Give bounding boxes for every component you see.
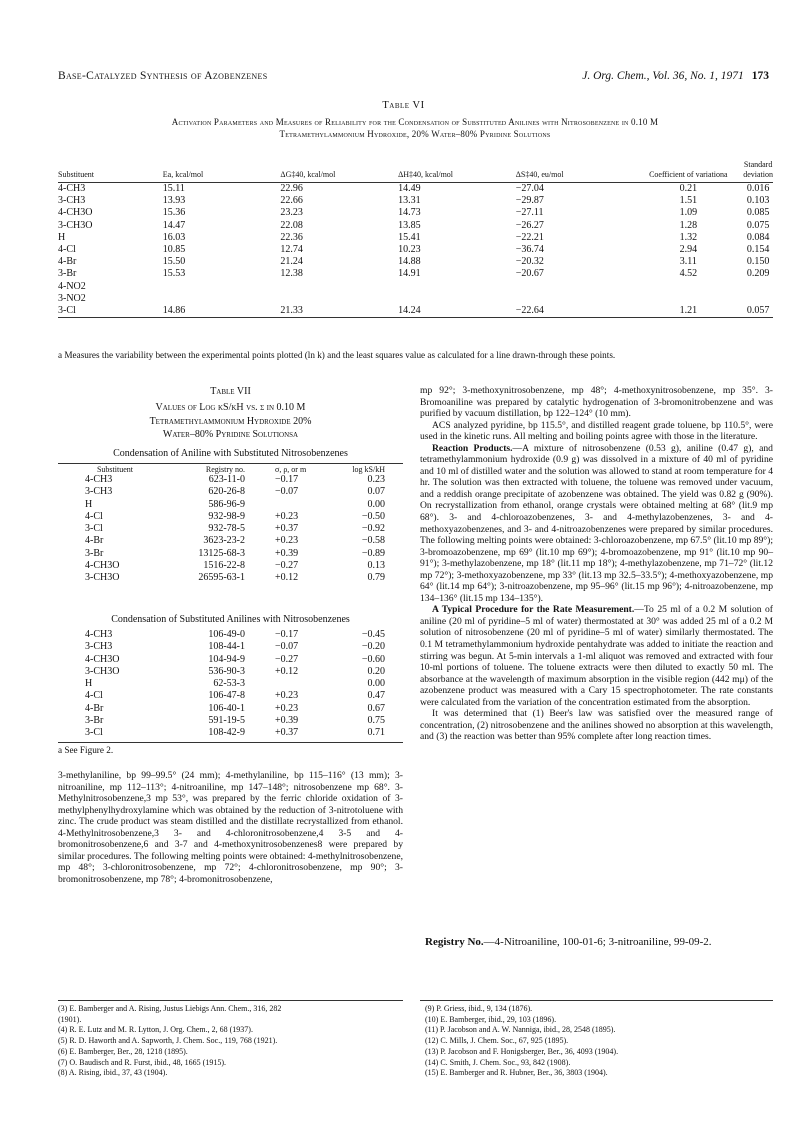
table6-cell: 0.084 <box>746 231 770 243</box>
table7-cell: +0.39 <box>275 547 299 559</box>
table-row <box>85 678 385 690</box>
table7-caption-line: Tetramethylammonium Hydroxide 20% <box>149 415 312 427</box>
table7-cell: −0.45 <box>361 629 385 640</box>
table-row <box>85 629 385 641</box>
table7-cell: 586-96-9 <box>208 498 245 510</box>
table7-header: Registry no. <box>205 465 245 474</box>
left-body-text: 3-methylaniline, bp 99–99.5° (24 mm); 4-methylaniline, bp 115–116° (13 mm); 3-nitroaniline, mp 112–113°; 4-nitroaniline, mp 147–148°; nitrosobenzene mp 68°. 3-Methylnitrosobenzene,3 mp 53°, was prepared by the ferric chloride oxidation of 3-methylphenylhydroxylamine which was obtained by the reduction of 3-nitrotoluene with zinc. The crude product was steam distilled and the distillate recrystallized from ethanol. 4-Methylnitrosobenzene,3 3- and 4-chloronitrosobenzene,4 3-5 and 4-bromonitrosobenzene,6 and 3-7 and 4-methoxynitrosobenzenes8 were prepared by similar procedures. The following melting points were obtained: 4-methylnitrosobenzene, mp 48°; 3-chloronitrosobenzene, mp 72°; 4-chloronitrosobenzene, mp 90°; 3-bromonitrosobenzene, mp 78°; 4-bromonitrosobenzene, <box>58 770 403 885</box>
table6-cell: 12.38 <box>280 268 303 280</box>
table7-cell <box>267 678 335 690</box>
table7-cell: H <box>85 678 93 690</box>
page-number: 173 <box>751 70 769 82</box>
table6-cell <box>516 281 634 293</box>
table6-cell: 14.86 <box>163 305 281 318</box>
table6-cell: 15.11 <box>162 183 185 194</box>
table7-cell: +0.23 <box>275 510 299 522</box>
paragraph-heading: Reaction Products. <box>432 442 513 454</box>
table6-cell: 3.11 <box>679 256 697 268</box>
table7-cell: 4-Cl <box>85 690 103 702</box>
table6-cell <box>163 281 281 293</box>
table6-cell <box>743 281 773 293</box>
table7-cell: 620-26-8 <box>208 486 245 498</box>
table6-cell: 15.50 <box>162 256 186 268</box>
table6-cell: 0.103 <box>746 195 770 207</box>
registry-text: —4-Nitroaniline, 100-01-6; 3-nitroaniline, 99-09-2. <box>483 936 712 948</box>
table6-cell: 23.23 <box>280 207 303 219</box>
table7-cell: 3-CH3 <box>85 641 113 653</box>
table6-cell: 14.73 <box>398 207 421 219</box>
table6-cell: −20.32 <box>515 256 544 268</box>
table7-cell: 0.00 <box>367 498 385 510</box>
table-row <box>85 690 385 702</box>
table-row <box>85 715 385 727</box>
table7-section1: Condensation of Aniline with Substituted Nitrosobenzenes <box>113 448 348 459</box>
table-row <box>85 654 385 666</box>
table6-cell: −22.64 <box>516 305 634 318</box>
table-row <box>85 511 385 523</box>
table6-cell: 0.075 <box>746 219 770 231</box>
table6-cell: 14.49 <box>398 183 421 194</box>
table6-cell: 10.23 <box>398 244 421 256</box>
table7-cell: 3-Cl <box>85 523 103 535</box>
table7-cell: 106-40-1 <box>208 702 245 714</box>
reference-entry: (10) E. Bamberger, ibid., 29, 103 (1896). <box>425 1014 557 1024</box>
paragraph-heading: A Typical Procedure for the Rate Measurement. <box>432 604 635 616</box>
table7-cell: 536-90-3 <box>208 665 245 677</box>
table6-cell: 14.91 <box>398 268 421 280</box>
table7-cell: −0.92 <box>361 523 385 535</box>
table-row <box>58 207 773 219</box>
table6-cell: 22.96 <box>280 183 303 194</box>
table7-caption-line: Water–80% Pyridine Solutionsa <box>162 429 299 440</box>
table6-cell: 3-CH3 <box>58 195 86 207</box>
table6-cell <box>398 281 516 293</box>
table-row <box>85 572 385 584</box>
table7-cell: −0.58 <box>361 535 385 547</box>
table6-cell: 13.85 <box>398 219 421 231</box>
paragraph: ACS analyzed pyridine, bp 115.5°, and distilled reagent grade toluene, bp 110.5°, were used in the kinetic runs. All melting and boiling points agree with those in the literature. <box>420 419 773 443</box>
table7-cell: 0.67 <box>367 702 385 714</box>
table6-cell: 0.209 <box>746 268 770 280</box>
table7-cell: 0.75 <box>367 715 385 727</box>
table7-cell: 106-47-8 <box>208 690 245 702</box>
paragraph-text: —To 25 ml of a 0.2 M solution of aniline (20 ml of pyridine–5 ml of water) thermostated at 30° was added 25 ml of a 0.2 M solution of nitrosobenzene (20 ml of pyridine–5 ml of water) similarly thermostated. The 0.1 M tetramethylammonium hydroxide pentahydrate was added to initiate the reaction and stirring was begun. At 5-min intervals a 1-ml aliquot was removed and extracted with four 10-ml portions of toluene. The toluene extracts were then diluted to exactly 50 ml. The absorbance at the wavelength of maximum absorption in the visible region (442 mμ) of the azobenzene product was measured with a Cary 15 spectrophotometer. The rate constants were calculated from the variation of the concentration estimated from the absorption. <box>420 604 773 708</box>
reference-entry: (13) P. Jacobson and F. Honigsberger, Ber., 36, 4093 (1904). <box>425 1046 619 1056</box>
table7-part2 <box>85 629 385 740</box>
table-row <box>85 703 385 715</box>
table7-section2: Condensation of Substituted Anilines with Nitrosobenzenes <box>111 614 350 625</box>
table7-header: σ, ρ, or m <box>275 465 307 474</box>
table-row <box>58 268 773 280</box>
table7-cell: −0.07 <box>275 486 299 498</box>
table7-cell: 0.23 <box>367 474 385 485</box>
table6-cell: −29.87 <box>515 195 544 207</box>
table7-cell: −0.07 <box>275 641 299 653</box>
table6-cell: 15.36 <box>162 207 186 219</box>
table6-cell: 1.09 <box>679 207 698 219</box>
table6-cell: −26.27 <box>515 219 544 231</box>
table6-cell: 22.66 <box>280 195 303 207</box>
table7-header: Substituent <box>96 465 133 474</box>
table7-cell: +0.12 <box>275 572 299 584</box>
table7-cell: 591-19-5 <box>208 715 245 727</box>
running-header <box>58 70 769 90</box>
right-body-text <box>420 385 773 743</box>
reference-entry: (7) O. Baudisch and R. Furst, ibid., 48, 1665 (1915). <box>58 1057 226 1067</box>
table7-cell: 3-Cl <box>85 727 103 739</box>
table6-cell: 14.88 <box>398 256 421 268</box>
table7-cell: −0.89 <box>361 547 385 559</box>
table-row <box>85 548 385 560</box>
reference-entry: (4) R. E. Lutz and M. R. Lytton, J. Org. Chem., 2, 68 (1937). <box>58 1025 253 1035</box>
table7-cell: 4-CH3O <box>85 653 120 665</box>
table6-header: Coefficient of variationa <box>633 160 743 183</box>
table7-cell: 4-CH3O <box>85 560 120 572</box>
table7-cell: 0.71 <box>367 727 385 739</box>
table6-cell <box>163 293 281 305</box>
table-row <box>58 232 773 244</box>
table7-cell: +0.37 <box>275 727 299 739</box>
table7-cell: +0.23 <box>275 702 299 714</box>
table7-cell: 104-94-9 <box>208 653 245 665</box>
registry-numbers <box>425 935 770 949</box>
table7-cell: 26595-63-1 <box>198 572 245 584</box>
table6-cell <box>398 293 516 305</box>
table6-cell <box>280 293 398 305</box>
table-row <box>58 220 773 232</box>
table6-title: Table VI <box>382 100 425 111</box>
table-row <box>85 641 385 653</box>
table6-cell: 0.057 <box>743 305 773 318</box>
table6-header: ΔH‡40, kcal/mol <box>398 160 516 183</box>
table6-cell <box>633 281 743 293</box>
table7-cell: 3-CH3O <box>85 665 120 677</box>
table6-cell: 21.33 <box>280 305 398 318</box>
table6-cell: 1.28 <box>679 219 698 231</box>
table6-cell <box>516 293 634 305</box>
table6-cell: −22.21 <box>515 231 544 243</box>
references-left <box>58 1004 403 1079</box>
table7-cell: −0.27 <box>275 653 299 665</box>
table7-cell: 0.13 <box>367 560 385 572</box>
table7-cell: 0.00 <box>367 678 385 690</box>
table7-cell: 4-CH3 <box>85 474 113 485</box>
journal-citation: J. Org. Chem., Vol. 36, No. 1, 1971 <box>582 70 744 82</box>
table6-cell: 0.21 <box>679 183 698 194</box>
table6-cell: −20.67 <box>515 268 544 280</box>
paragraph <box>420 443 773 605</box>
table-row <box>58 256 773 268</box>
table-row <box>58 183 773 196</box>
table-row <box>85 499 385 511</box>
table6-cell: 3-NO2 <box>58 292 86 304</box>
references-right <box>425 1004 770 1079</box>
table6-cell: 4-Br <box>58 256 77 268</box>
table-row <box>58 195 773 207</box>
table7-cell: 108-44-1 <box>208 641 245 653</box>
table-row <box>58 281 773 293</box>
table7-cell: −0.17 <box>275 629 299 640</box>
table6-cell: 4-CH3 <box>58 183 86 194</box>
table6-header: Substituent <box>58 160 163 183</box>
table6-cell: 4.52 <box>679 268 698 280</box>
table-row <box>85 535 385 547</box>
table7-cell: 106-49-0 <box>208 629 245 640</box>
table7-title: Table VII <box>210 386 251 397</box>
table6-cell: 0.016 <box>746 183 770 194</box>
table6-footnote: a Measures the variability between the experimental points plotted (ln k) and the least squares value as calculated for a line drawn-through these points. <box>58 350 616 360</box>
table6-cell: 1.32 <box>679 231 698 243</box>
table6-header: Ea, kcal/mol <box>163 160 281 183</box>
table7-cell: −0.50 <box>361 510 385 522</box>
table7-cell: 3623-23-2 <box>203 535 245 547</box>
reference-entry: (6) E. Bamberger, Ber., 28, 1218 (1895). <box>58 1046 188 1056</box>
table7-header: log kS/kH <box>352 465 385 474</box>
table6-cell: 16.03 <box>162 231 186 243</box>
table-row <box>85 486 385 498</box>
table6-cell: H <box>58 231 66 243</box>
table6-cell: 0.154 <box>746 244 770 256</box>
divider <box>58 742 403 743</box>
table6-cell <box>633 293 743 305</box>
paragraph: It was determined that (1) Beer's law was satisfied over the measured range of concentration, (2) nitrosobenzene and the anilines showed no absorption at this wavelength, and (3) the reaction was better than 95% complete after long reaction times. <box>420 708 773 743</box>
table7-cell: −0.27 <box>275 560 299 572</box>
header-title: Base-Catalyzed Synthesis of Azobenzenes <box>58 70 268 82</box>
footnote-divider <box>420 1000 773 1001</box>
table6-cell: 1.21 <box>633 305 743 318</box>
table6-cell: 3-CH3O <box>58 219 93 231</box>
table7-cell: +0.12 <box>275 665 299 677</box>
table7-cell: 0.07 <box>367 486 385 498</box>
table-row <box>58 244 773 256</box>
footnote-divider <box>58 1000 403 1001</box>
divider <box>58 463 403 464</box>
table6-cell: 0.150 <box>746 256 770 268</box>
table-row <box>85 666 385 678</box>
table7-cell: 4-Br <box>85 702 104 714</box>
table7-cell <box>267 499 335 511</box>
table7-caption-line: Values of Log kS/kH vs. σ in 0.10 M <box>155 402 306 413</box>
paragraph-text: —A mixture of nitrosobenzene (0.53 g), aniline (0.47 g), and tetramethylammonium hydroxide (0.9 g) was dissolved in a mixture of 40 ml of pyridine and 10 ml of distilled water and the solution was allowed to stand at room temperature for 4 hr. The solution was then extracted with toluene, the toluene was removed under vacuum, and a reddish orange precipitate of azobenzene was obtained. The yield was 0.82 g (90%). On recrystallization from ethanol, orange crystals were obtained melting at 68° (lit.9 mp 68°). 3- and 4-chloroazobenzenes, 3- and 4-methylazobenzenes, 3- and 4-methoxyazobenzenes, and 3- and 4-nitroazobenzenes were prepared by similar procedures. The following melting points were obtained: 3-chloroazobenzene, mp 67.5° (lit.10 mp 89°); 3-bromoazobenzene, mp 69° (lit.10 mp 69°); 4-bromoazobenzene, mp 91° (lit.10 mp 90–91°); 3-methylazobenzene, mp 18° (lit.11 mp 18°); 4-methylazobenzene, mp 71–72° (lit.12 mp 72°); 3-methoxyazobenzene, mp 33° (lit.13 mp 32.5–33.5°); 4-methoxyazobenzene, mp 64° (lit.14 mp 64°); 3-nitroazobenzene, mp 95–96° (lit.15 mp 96°); 4-nitroazobenzene, mp 134–136° (lit.15 mp 134–135°). <box>420 442 774 604</box>
table7-cell: 3-CH3O <box>85 572 120 584</box>
table6-cell: 14.24 <box>398 305 516 318</box>
table-row <box>58 305 773 318</box>
header-journal <box>582 70 769 82</box>
table7-cell: +0.39 <box>275 715 299 727</box>
table7-cell: +0.37 <box>275 523 299 535</box>
table6-cell: 22.08 <box>280 219 303 231</box>
table6-cell: 15.41 <box>398 231 421 243</box>
registry-heading: Registry No. <box>425 936 484 948</box>
table7-cell: −0.20 <box>361 641 385 653</box>
table7-cell: 932-98-9 <box>208 510 245 522</box>
table6-cell: 1.51 <box>679 195 698 207</box>
table7-cell: 0.79 <box>367 572 385 584</box>
table6-cell: −27.04 <box>515 183 544 194</box>
table6-cell: 4-NO2 <box>58 280 86 292</box>
table7-cell: 4-Cl <box>85 510 103 522</box>
reference-entry: (14) C. Smith, J. Chem. Soc., 93, 842 (1908). <box>425 1057 571 1067</box>
table7-cell: 3-Br <box>85 547 104 559</box>
table7-cell: 0.20 <box>367 665 385 677</box>
table-row <box>85 523 385 535</box>
table6-cell: 14.47 <box>162 219 186 231</box>
table7-cell: 4-CH3 <box>85 629 113 640</box>
table6-header: ΔG‡40, kcal/mol <box>280 160 398 183</box>
table-row <box>85 727 385 739</box>
table7-cell: 1516-22-8 <box>203 560 245 572</box>
table7-cell: 4-Br <box>85 535 104 547</box>
table6-cell: 2.94 <box>679 244 698 256</box>
table-row <box>85 474 385 486</box>
table7-cell: 62-53-3 <box>213 678 245 690</box>
table6-cell: 22.36 <box>280 231 303 243</box>
table7-cell: H <box>85 498 93 510</box>
table7-part1 <box>85 465 385 585</box>
paragraph <box>420 604 773 708</box>
table6-cell: 13.31 <box>398 195 421 207</box>
paragraph: mp 92°; 3-methoxynitrosobenzene, mp 48°; 4-methoxynitrosobenzene, mp 35°. 3-Bromoaniline was prepared by catalytic hydrogenation of 3-bromonitrobenzene and was purified by vacuum distillation, bp 122–124° (10 mm). <box>420 385 773 420</box>
table7-cell: −0.17 <box>275 474 299 485</box>
table6-cell: 10.85 <box>162 244 186 256</box>
table6-cell: 3-Br <box>58 268 77 280</box>
table7-cell: 932-78-5 <box>208 523 245 535</box>
reference-entry: (12) C. Mills, J. Chem. Soc., 67, 925 (1895). <box>425 1036 569 1046</box>
table7-cell: 108-42-9 <box>208 727 245 739</box>
table-row <box>85 560 385 572</box>
table6-cell: 0.085 <box>746 207 770 219</box>
table7-cell: 3-Br <box>85 715 104 727</box>
table6-cell <box>743 293 773 305</box>
table-row <box>58 293 773 305</box>
table6-caption: Activation Parameters and Measures of Reliability for the Condensation of Substituted Anilines with Nitrosobenzene in 0.10 M Tetramethylammonium Hydroxide, 20% Water–80% Pyridine Solutions <box>171 117 659 139</box>
table7-cell: 0.47 <box>367 690 385 702</box>
reference-entry: (5) R. D. Haworth and A. Sapworth, J. Chem. Soc., 119, 768 (1921). <box>58 1036 278 1046</box>
table7-footnote: a See Figure 2. <box>58 745 114 755</box>
table7-cell: 3-CH3 <box>85 486 113 498</box>
table7-cell: 623-11-0 <box>208 474 245 485</box>
table6-cell: 21.24 <box>280 256 303 268</box>
table6-header: Standard deviation <box>743 160 773 183</box>
table6-cell: 4-Cl <box>58 244 76 256</box>
table6-cell: 3-Cl <box>58 305 163 318</box>
table6-cell: 4-CH3O <box>58 207 93 219</box>
reference-entry: (3) E. Bamberger and A. Rising, Justus Liebigs Ann. Chem., 316, 282 <box>58 1004 282 1013</box>
table7-caption <box>58 401 403 442</box>
reference-entry: (8) A. Rising, ibid., 37, 43 (1904). <box>58 1068 168 1078</box>
table6-cell <box>280 281 398 293</box>
table7-cell: 13125-68-3 <box>198 547 245 559</box>
reference-entry: (11) P. Jacobson and A. W. Nanniga, ibid., 28, 2548 (1895). <box>425 1025 616 1035</box>
table7-cell: −0.60 <box>361 653 385 665</box>
table6 <box>58 160 773 318</box>
table6-cell: 12.74 <box>280 244 303 256</box>
reference-entry: (15) E. Bamberger and R. Hubner, Ber., 36, 3803 (1904). <box>425 1068 608 1078</box>
table6-cell: −27.11 <box>515 207 544 219</box>
table7-cell: +0.23 <box>275 690 299 702</box>
reference-entry: (1901). <box>58 1014 82 1024</box>
table7-cell: +0.23 <box>275 535 299 547</box>
table6-cell: 15.53 <box>162 268 186 280</box>
reference-entry: (9) P. Griess, ibid., 9, 134 (1876). <box>425 1004 533 1013</box>
table6-cell: −36.74 <box>515 244 544 256</box>
table6-cell: 13.93 <box>162 195 186 207</box>
table6-header: ΔS‡40, eu/mol <box>516 160 634 183</box>
